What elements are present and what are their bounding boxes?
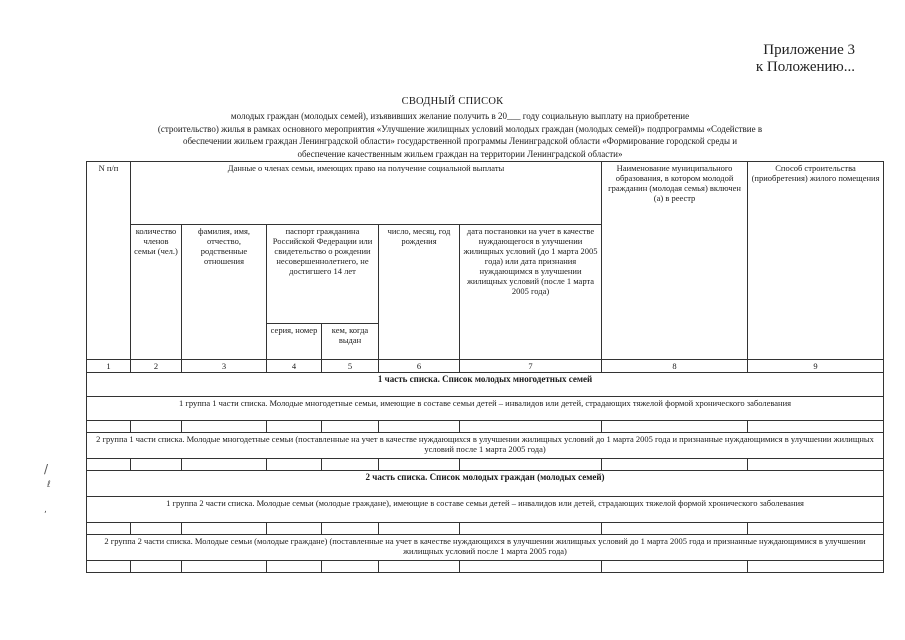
header-full-name: фамилия, имя, отчество, родственные отношения	[182, 225, 267, 360]
empty-cell	[460, 523, 602, 535]
margin-scribble: /	[44, 462, 49, 476]
empty-cell	[379, 523, 460, 535]
empty-cell	[748, 421, 884, 433]
empty-cell	[460, 421, 602, 433]
part-1-heading: 1 часть списка. Список молодых многодетных семей	[87, 373, 884, 397]
annex-line-2: к Положению...	[755, 59, 855, 75]
empty-cell	[182, 459, 267, 471]
empty-cell	[602, 561, 748, 573]
column-number: 4	[267, 360, 322, 373]
margin-scribble: ℓ	[47, 480, 51, 490]
header-construction-method: Способ строительства (приобретения) жилого помещения	[748, 162, 884, 360]
header-passport: паспорт гражданина Российской Федерации или свидетельство о рождении несовершеннолетнего, не достигшего 14 лет	[267, 225, 379, 324]
column-number: 2	[131, 360, 182, 373]
empty-cell	[460, 561, 602, 573]
empty-cell	[602, 523, 748, 535]
table-row	[87, 523, 884, 535]
column-number: 1	[87, 360, 131, 373]
empty-cell	[748, 561, 884, 573]
empty-cell	[267, 523, 322, 535]
empty-cell	[87, 561, 131, 573]
empty-cell	[182, 561, 267, 573]
column-number: 6	[379, 360, 460, 373]
section-row	[87, 535, 884, 561]
part-1-group-2: 2 группа 1 части списка. Молодые многодетные семьи (поставленные на учет в качестве нуждающихся в улучшении жилищных условий до 1 марта 2005 года и признанные нуждающимися в улучшении жилищных условий после 1 марта 2005 года)	[87, 433, 884, 459]
part-2-group-1: 1 группа 2 части списка. Молодые семьи (молодые граждане), имеющие в составе семьи детей – инвалидов или детей, страдающих тяжелой формой хронического заболевания	[87, 497, 884, 523]
table-row	[87, 421, 884, 433]
empty-cell	[131, 523, 182, 535]
empty-cell	[87, 523, 131, 535]
column-number: 9	[748, 360, 884, 373]
table-header-row-1	[87, 162, 884, 225]
empty-cell	[87, 459, 131, 471]
header-registration-date: дата постановки на учет в качестве нуждающегося в улучшении жилищных условий (до 1 марта 2005 года) или дата признания нуждающимся в улучшении жилищных условий (после 1 марта 2005 года)	[460, 225, 602, 360]
header-family-data: Данные о членах семьи, имеющих право на получение социальной выплаты	[131, 162, 602, 225]
summary-table	[86, 161, 884, 573]
title-line-1: молодых граждан (молодых семей), изъявивших желание получить в 20___ году социальную выплату на приобретение	[230, 111, 690, 121]
annex-label	[756, 42, 855, 76]
table-row	[87, 561, 884, 573]
section-row	[87, 433, 884, 459]
empty-cell	[267, 421, 322, 433]
column-number: 7	[460, 360, 602, 373]
header-family-count: количество членов семьи (чел.)	[131, 225, 182, 360]
title-line-4: обеспечение качественным жильем граждан на территории Ленинградской области»	[297, 149, 623, 159]
header-number: N п/п	[87, 162, 131, 360]
empty-cell	[379, 459, 460, 471]
column-number: 3	[182, 360, 267, 373]
empty-cell	[748, 459, 884, 471]
part-2-heading: 2 часть списка. Список молодых граждан (молодых семей)	[87, 471, 884, 497]
margin-scribble: ,	[44, 505, 47, 515]
annex-line-1: Приложение 3	[763, 42, 855, 58]
empty-cell	[460, 459, 602, 471]
empty-cell	[322, 421, 379, 433]
empty-cell	[131, 421, 182, 433]
empty-cell	[267, 561, 322, 573]
header-passport-series: серия, номер	[267, 324, 322, 360]
empty-cell	[182, 523, 267, 535]
empty-cell	[182, 421, 267, 433]
column-number-row	[87, 360, 884, 373]
title-line-3: обеспечении жильем граждан Ленинградской области» государственной программы Ленинградской области «Формирование городской среды и	[182, 136, 738, 146]
section-row	[87, 497, 884, 523]
header-birth-date: число, месяц, год рождения	[379, 225, 460, 360]
empty-cell	[322, 459, 379, 471]
empty-cell	[379, 421, 460, 433]
empty-cell	[322, 561, 379, 573]
title-line-2: (строительство) жилья в рамках основного мероприятия «Улучшение жилищных условий молодых граждан (молодых семей)» подпрограммы «Содействие в	[157, 124, 763, 134]
empty-cell	[322, 523, 379, 535]
empty-cell	[748, 523, 884, 535]
part-1-group-1: 1 группа 1 части списка. Молодые многодетные семьи, имеющие в составе семьи детей – инвалидов или детей, страдающих тяжелой формой хронического заболевания	[87, 397, 884, 421]
header-passport-issued: кем, когда выдан	[322, 324, 379, 360]
table-row	[87, 459, 884, 471]
header-municipality: Наименование муниципального образования, в котором молодой гражданин (молодая семья) включен (а) в реестр	[602, 162, 748, 360]
document-title: СВОДНЫЙ СПИСОК	[401, 96, 504, 107]
column-number: 8	[602, 360, 748, 373]
empty-cell	[267, 459, 322, 471]
section-row	[87, 397, 884, 421]
section-row	[87, 373, 884, 397]
empty-cell	[87, 421, 131, 433]
empty-cell	[379, 561, 460, 573]
empty-cell	[131, 459, 182, 471]
empty-cell	[602, 459, 748, 471]
section-row	[87, 471, 884, 497]
part-2-group-2: 2 группа 2 части списка. Молодые семьи (молодые граждане) (поставленные на учет в качестве нуждающихся в улучшении жилищных условий до 1 марта 2005 года и признанные нуждающимися в улучшении жилищных условий после 1 марта 2005 года)	[87, 535, 884, 561]
column-number: 5	[322, 360, 379, 373]
empty-cell	[131, 561, 182, 573]
empty-cell	[602, 421, 748, 433]
